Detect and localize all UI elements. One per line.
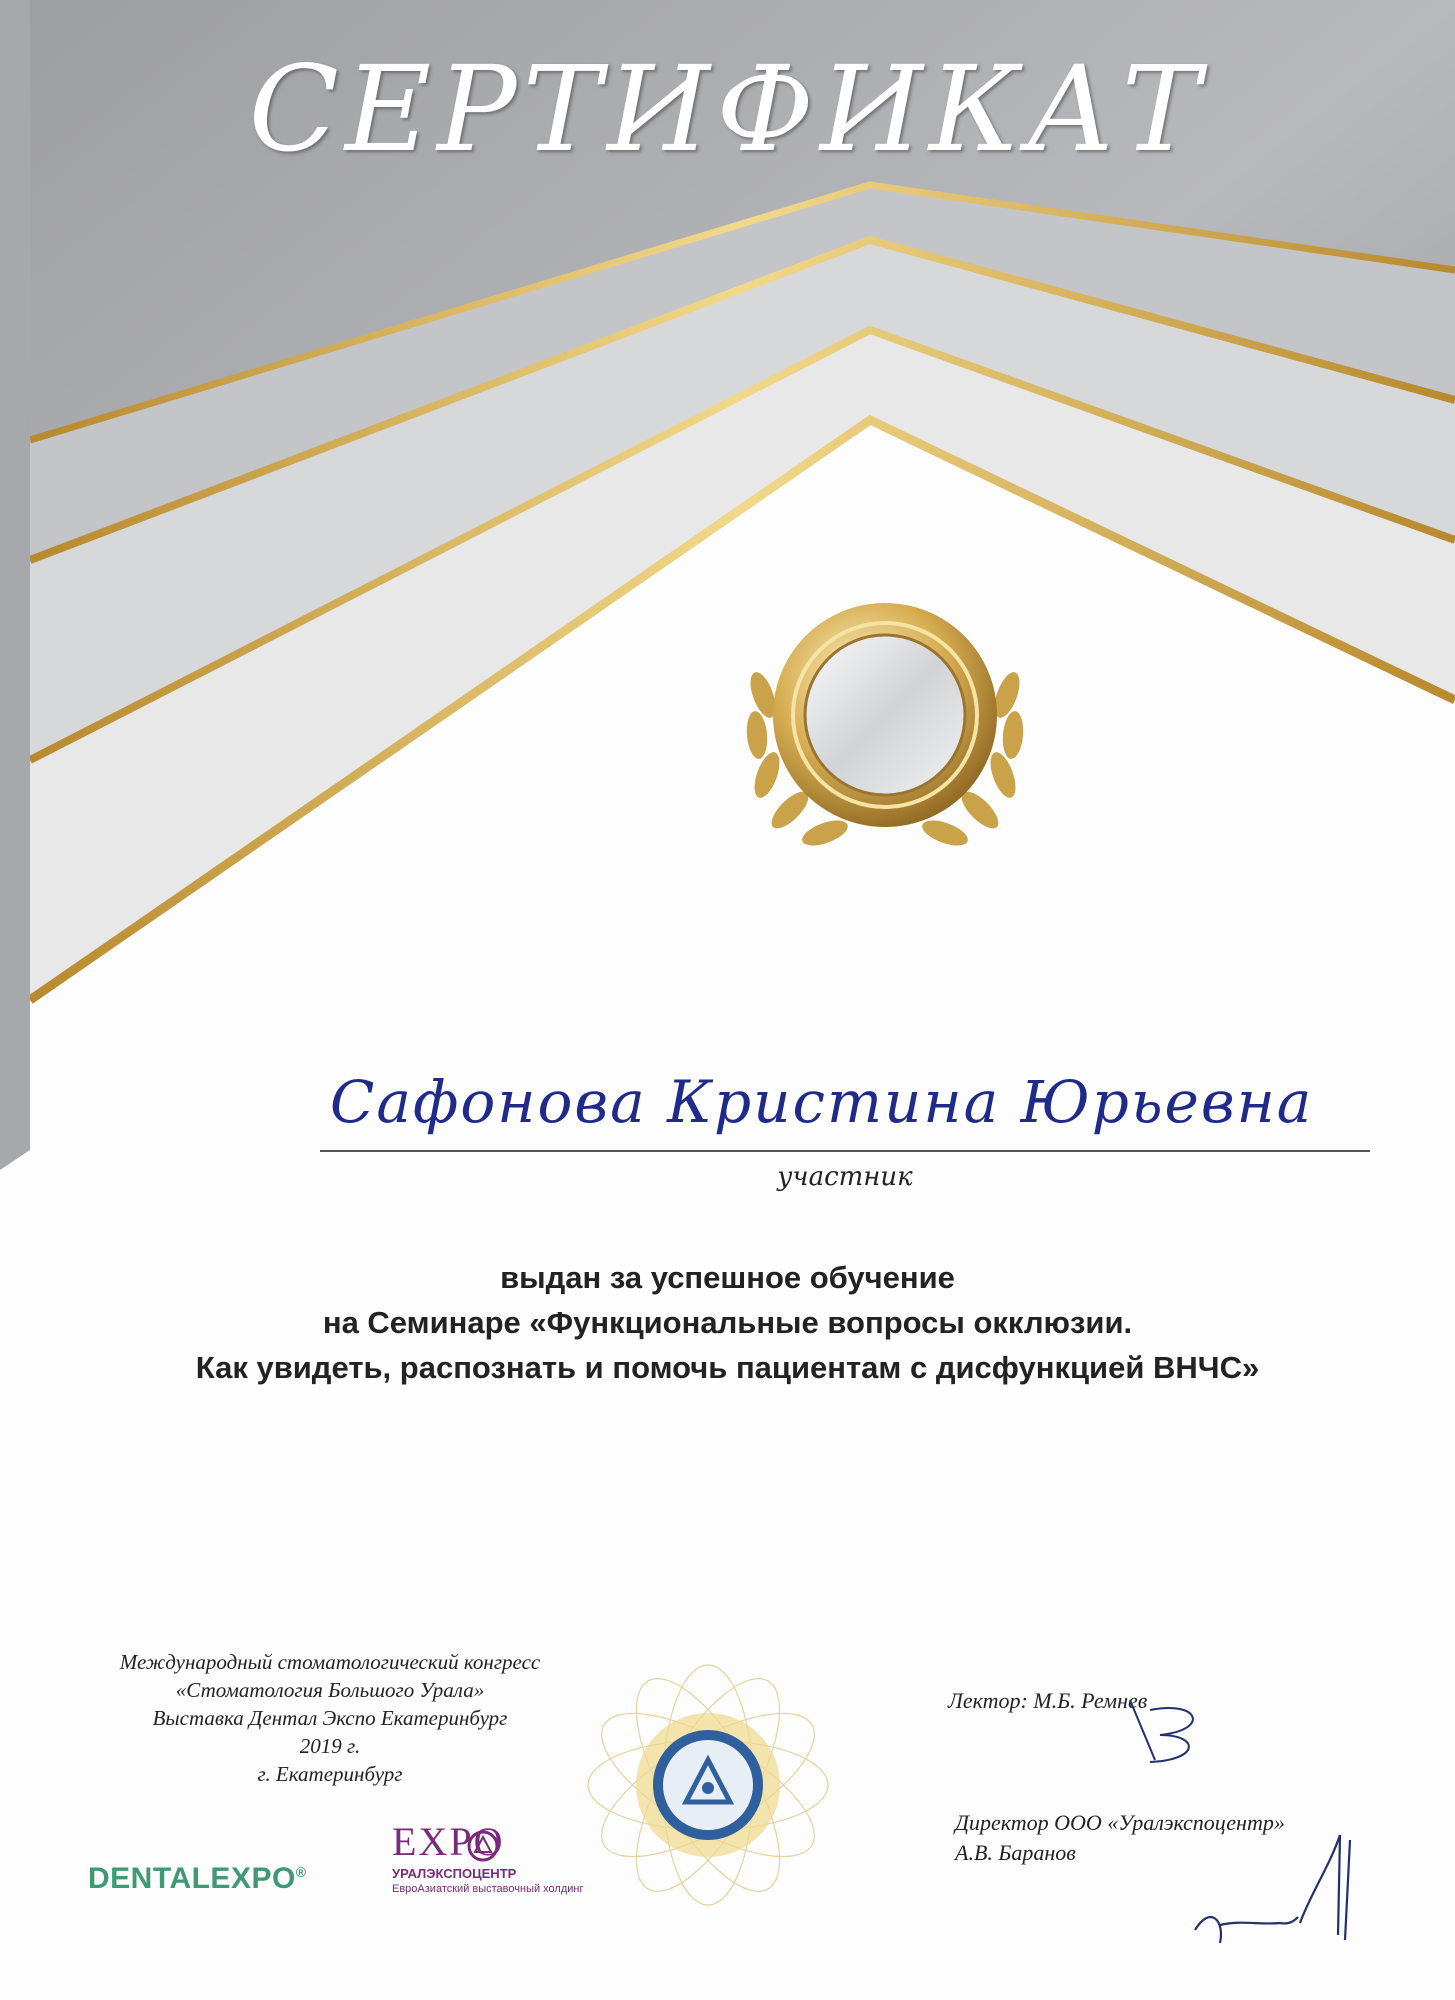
gold-medal-emblem xyxy=(735,575,1035,855)
award-line: на Семинаре «Функциональные вопросы окклюзии. xyxy=(322,1305,1133,1340)
name-underline xyxy=(320,1150,1370,1152)
director-name: А.В. Баранов xyxy=(955,1840,1076,1865)
lecturer-signature xyxy=(1110,1690,1220,1770)
expo-wordmark: EXPO xyxy=(392,1819,505,1864)
event-line: 2019 г. xyxy=(299,1734,361,1758)
lecturer-label: Лектор: М.Б. Ремнев xyxy=(948,1688,1148,1713)
award-line: Как увидеть, распознать и помочь пациентам с дисфункцией ВНЧС» xyxy=(195,1350,1260,1385)
award-line: выдан за успешное обучение xyxy=(500,1260,955,1295)
uralexpocenter-name: УРАЛЭКСПОЦЕНТР xyxy=(392,1866,517,1881)
event-line: Выставка Дентал Экспо Екатеринбург xyxy=(152,1706,508,1730)
role-caption: участник xyxy=(777,1162,913,1192)
dentalexpo-logo xyxy=(88,1862,307,1896)
expo-emblem-icon xyxy=(465,1828,501,1864)
registered-mark: ® xyxy=(295,1864,307,1880)
event-line: «Стоматология Большого Урала» xyxy=(175,1678,485,1702)
director-signature xyxy=(1180,1825,1380,1955)
award-description xyxy=(140,1255,1315,1390)
director-title: Директор ООО «Уралэкспоцентр» xyxy=(955,1810,1285,1835)
event-line: г. Екатеринбург xyxy=(257,1762,403,1786)
dentalexpo-wordmark: DENTALEXPO xyxy=(88,1862,296,1895)
recipient-name: Сафонова Кристина Юрьевна xyxy=(330,1068,1314,1136)
event-info xyxy=(60,1648,600,1788)
certificate-title: СЕРТИФИКАТ xyxy=(248,40,1207,178)
event-line: Международный стоматологический конгресс xyxy=(119,1650,541,1674)
uralexpocenter-seal xyxy=(583,1660,833,1910)
uralexpocenter-tagline: ЕвроАзиатский выставочный холдинг xyxy=(392,1883,584,1895)
